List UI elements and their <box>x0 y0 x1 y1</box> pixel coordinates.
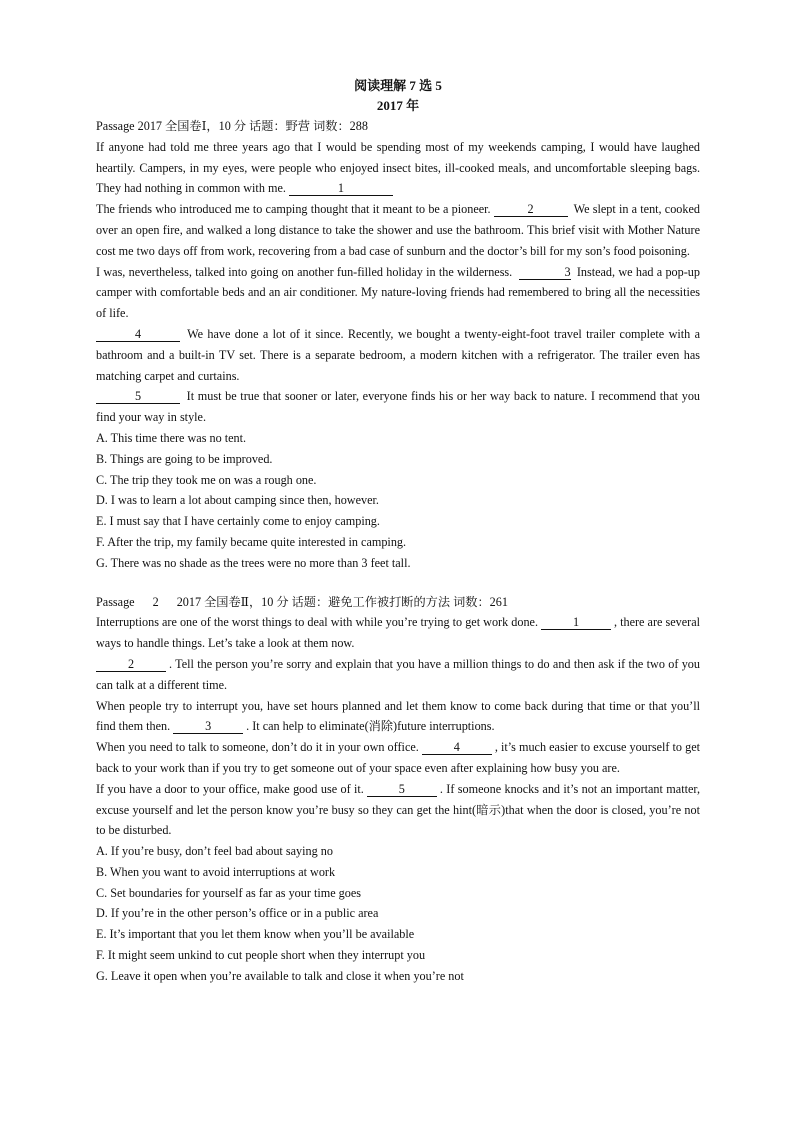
passage1-option-e: E. I must say that I have certainly come to enjoy camping. <box>96 514 380 529</box>
passage1-paragraph-2 <box>96 199 700 261</box>
passage2-p5a-text: If you have a door to your office, make good use of it. <box>96 781 364 796</box>
passage1-blank-4[interactable]: 4 <box>96 327 180 342</box>
passage1-option-f: F. After the trip, my family became quite interested in camping. <box>96 534 407 549</box>
document-page <box>96 76 700 987</box>
passage2-option-c: C. Set boundaries for yourself as far as your time goes <box>96 885 362 900</box>
passage2-p4a-text: When you need to talk to someone, don’t do it in your own office. <box>96 740 419 755</box>
passage2-option-d: D. If you’re in the other person’s office or in a public area <box>96 906 379 921</box>
passage2-header <box>96 592 700 613</box>
section-spacer <box>96 574 700 592</box>
passage1-p1-text: If anyone had told me three years ago that I would be spending most of my weekends camping, I would have laughed heartily. Campers, in my eyes, were people who enjoyed insect bites, ill-cooked meals, and uncomfortable sleeping bags. They had nothing in common with me. <box>96 139 700 196</box>
passage1-option-b: B. Things are going to be improved. <box>96 451 273 466</box>
passage1-paragraph-3 <box>96 262 700 324</box>
passage1-paragraph-5 <box>96 386 700 428</box>
passage2-blank-2[interactable]: 2 <box>96 657 166 672</box>
passage2-paragraph-2 <box>96 654 700 696</box>
passage1-p3a-text: I was, nevertheless, talked into going on another fun-filled holiday in the wilderness. <box>96 264 513 279</box>
passage2-p3a-text: When people try to interrupt you, have set hours planned and let them know to come back during that time or that you’ll find them then. <box>96 698 700 734</box>
passage2-number: 2 <box>152 594 159 609</box>
passage1-blank-1[interactable]: 1 <box>289 181 393 196</box>
passage1-option-a: A. This time there was no tent. <box>96 430 247 445</box>
passage2-blank-5[interactable]: 5 <box>367 782 437 797</box>
passage2-blank-4[interactable]: 4 <box>422 740 492 755</box>
passage2-p5b-text: . If someone knocks and it’s not an important matter, excuse yourself and let the person know you’re busy so they can get the hint(暗示)that when the door is closed, you’re not to be disturbed. <box>96 781 700 838</box>
passage1-p3b-text: Instead, we had a pop-up camper with comfortable beds and an air conditioner. My nature-loving friends had remembered to bring all the necessities of life. <box>96 264 700 321</box>
passage1-p5-text: It must be true that sooner or later, everyone finds his or her way back to nature. I recommend that you find your way in style. <box>96 389 701 425</box>
passage2-label: Passage <box>96 594 135 609</box>
passage1-p2b-text: We slept in a tent, cooked over an open fire, and walked a long distance to take the shower and use the bathroom. This brief visit with Mother Nature cost me two days off from work, recovering from a bad case of sunburn and the doctor’s bill for my son’s food poisoning. <box>96 202 700 258</box>
passage1-option-c: C. The trip they took me on was a rough one. <box>96 472 317 487</box>
passage1-header: Passage 2017 全国卷Ⅰ，10 分 话题：野营 词数：288 <box>96 119 368 133</box>
passage1-blank-5[interactable]: 5 <box>96 389 180 404</box>
passage2-option-a: A. If you’re busy, don’t feel bad about saying no <box>96 844 333 859</box>
passage2-paragraph-5 <box>96 779 700 841</box>
passage2-option-e: E. It’s important that you let them know when you’ll be available <box>96 927 415 942</box>
passage2-option-g: G. Leave it open when you’re available to talk and close it when you’re not <box>96 968 464 983</box>
passage1-paragraph-4 <box>96 324 700 386</box>
passage1-option-d: D. I was to learn a lot about camping since then, however. <box>96 493 379 508</box>
passage2-p1a-text: Interruptions are one of the worst things to deal with while you’re trying to get work done. <box>96 615 538 630</box>
passage2-paragraph-4 <box>96 737 700 779</box>
passage2-p1b-text: , there are several ways to handle things. Let’s take a look at them now. <box>96 615 700 651</box>
passage1-blank-3[interactable]: 3 <box>519 265 571 280</box>
passage1-paragraph-1 <box>96 137 700 199</box>
passage2-option-f: F. It might seem unkind to cut people short when they interrupt you <box>96 948 426 963</box>
passage2-paragraph-3 <box>96 696 700 738</box>
passage2-p4b-text: , it’s much easier to excuse yourself to get back to your work than if you try to get someone out of your space even after explaining how busy you are. <box>96 740 700 775</box>
passage2-blank-3[interactable]: 3 <box>173 719 243 734</box>
year-heading: 2017 年 <box>376 98 420 113</box>
passage2-paragraph-1 <box>96 612 700 654</box>
passage2-p2-text: . Tell the person you’re sorry and explain that you have a million things to do and then ask if the two of you can talk at a different time. <box>96 656 700 692</box>
passage1-blank-2[interactable]: 2 <box>494 202 568 217</box>
passage1-p4-text: We have done a lot of it since. Recently, we bought a twenty-eight-foot travel trailer complete with a bathroom and a built-in TV set. There is a separate bedroom, a modern kitchen with a refrigerator. The trailer even has matching carpet and curtains. <box>96 326 700 383</box>
passage1-option-g: G. There was no shade as the trees were no more than 3 feet tall. <box>96 555 411 570</box>
passage2-blank-1[interactable]: 1 <box>541 615 611 630</box>
passage1-p2a-text: The friends who introduced me to camping thought that it meant to be a pioneer. <box>96 202 491 217</box>
page-title: 阅读理解 7 选 5 <box>354 78 442 93</box>
passage2-header-text: 2017 全国卷Ⅱ，10 分 话题：避免工作被打断的方法 词数：261 <box>176 594 508 609</box>
passage2-p3b-text: . It can help to eliminate(消除)future interruptions. <box>246 719 495 734</box>
passage2-option-b: B. When you want to avoid interruptions at work <box>96 864 336 879</box>
